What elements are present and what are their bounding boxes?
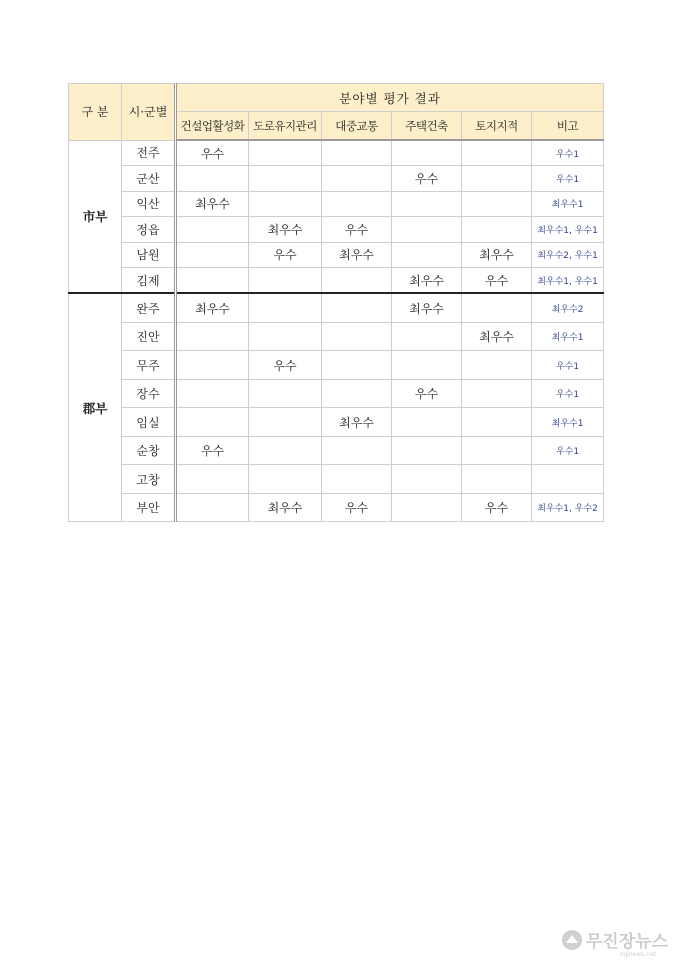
header-field-land-registry: 토지지적 xyxy=(462,112,532,141)
note-cell: 최우수1, 우수2 xyxy=(532,493,604,522)
header-category: 구 분 xyxy=(69,84,122,141)
table-row xyxy=(69,408,604,437)
note-cell: 최우수2 xyxy=(532,293,604,322)
table-row xyxy=(69,293,604,322)
result-cell xyxy=(462,140,532,166)
result-cell xyxy=(249,408,322,437)
header-field-public-transit: 대중교통 xyxy=(322,112,392,141)
header-field-road-maintenance: 도로유지관리 xyxy=(249,112,322,141)
city-name: 고창 xyxy=(122,465,176,494)
result-cell xyxy=(462,379,532,408)
result-cell xyxy=(176,242,249,267)
note-cell: 우수1 xyxy=(532,351,604,380)
result-cell xyxy=(392,140,462,166)
result-cell: 최우수 xyxy=(322,242,392,267)
result-cell xyxy=(249,166,322,191)
city-name: 장수 xyxy=(122,379,176,408)
result-cell xyxy=(392,217,462,242)
result-cell xyxy=(249,322,322,351)
note-cell: 우수1 xyxy=(532,166,604,191)
table-row xyxy=(69,493,604,522)
result-cell xyxy=(176,465,249,494)
table-row xyxy=(69,436,604,465)
evaluation-table xyxy=(68,83,604,522)
result-cell xyxy=(249,140,322,166)
result-cell xyxy=(176,322,249,351)
header-field-results: 분야별 평가 결과 xyxy=(176,84,604,112)
city-name: 김제 xyxy=(122,267,176,293)
result-cell: 우수 xyxy=(322,493,392,522)
result-cell xyxy=(176,166,249,191)
city-name: 전주 xyxy=(122,140,176,166)
city-name: 완주 xyxy=(122,293,176,322)
result-cell xyxy=(322,436,392,465)
result-cell xyxy=(392,436,462,465)
result-cell xyxy=(249,293,322,322)
result-cell xyxy=(176,379,249,408)
result-cell xyxy=(249,191,322,216)
note-cell: 최우수1 xyxy=(532,322,604,351)
result-cell: 최우수 xyxy=(462,242,532,267)
watermark xyxy=(562,927,668,952)
result-cell xyxy=(322,166,392,191)
city-name: 부안 xyxy=(122,493,176,522)
result-cell xyxy=(176,351,249,380)
result-cell xyxy=(392,191,462,216)
result-cell: 최우수 xyxy=(249,217,322,242)
city-name: 무주 xyxy=(122,351,176,380)
result-cell xyxy=(176,493,249,522)
result-cell xyxy=(392,351,462,380)
result-cell xyxy=(462,166,532,191)
city-name: 남원 xyxy=(122,242,176,267)
result-cell xyxy=(462,217,532,242)
result-cell xyxy=(249,267,322,293)
note-cell: 최우수1 xyxy=(532,408,604,437)
result-cell xyxy=(462,191,532,216)
result-cell: 우수 xyxy=(392,379,462,408)
city-name: 임실 xyxy=(122,408,176,437)
result-cell: 우수 xyxy=(249,351,322,380)
result-cell xyxy=(176,408,249,437)
city-name: 진안 xyxy=(122,322,176,351)
note-cell: 최우수1 xyxy=(532,191,604,216)
table-row xyxy=(69,379,604,408)
table-row xyxy=(69,140,604,166)
header-field-housing: 주택건축 xyxy=(392,112,462,141)
result-cell xyxy=(322,379,392,408)
result-cell: 최우수 xyxy=(176,293,249,322)
result-cell: 우수 xyxy=(249,242,322,267)
result-cell: 최우수 xyxy=(322,408,392,437)
note-cell: 최우수2, 우수1 xyxy=(532,242,604,267)
table-row xyxy=(69,465,604,494)
table-row xyxy=(69,166,604,191)
result-cell xyxy=(249,436,322,465)
result-cell: 우수 xyxy=(176,436,249,465)
note-cell: 최우수1, 우수1 xyxy=(532,217,604,242)
group-label: 市부 xyxy=(69,140,122,293)
header-city-county: 시·군별 xyxy=(122,84,176,141)
note-cell: 우수1 xyxy=(532,140,604,166)
note-cell xyxy=(532,465,604,494)
result-cell xyxy=(322,191,392,216)
result-cell: 최우수 xyxy=(176,191,249,216)
city-name: 정읍 xyxy=(122,217,176,242)
result-cell xyxy=(462,351,532,380)
table-row xyxy=(69,351,604,380)
mountain-logo-icon xyxy=(562,930,582,950)
city-name: 순창 xyxy=(122,436,176,465)
result-cell: 우수 xyxy=(462,493,532,522)
result-cell: 최우수 xyxy=(462,322,532,351)
group-label: 郡부 xyxy=(69,293,122,522)
table-row xyxy=(69,191,604,216)
result-cell xyxy=(322,322,392,351)
table-row xyxy=(69,267,604,293)
result-cell xyxy=(249,379,322,408)
result-cell xyxy=(392,242,462,267)
result-cell xyxy=(462,293,532,322)
header-field-construction: 건설업활성화 xyxy=(176,112,249,141)
result-cell xyxy=(322,351,392,380)
watermark-sub: mjjnews.net xyxy=(619,951,656,958)
header-note: 비고 xyxy=(532,112,604,141)
result-cell xyxy=(176,217,249,242)
result-cell: 우수 xyxy=(322,217,392,242)
table-row xyxy=(69,217,604,242)
city-name: 군산 xyxy=(122,166,176,191)
result-cell: 최우수 xyxy=(392,267,462,293)
table-row xyxy=(69,322,604,351)
note-cell: 우수1 xyxy=(532,379,604,408)
result-cell xyxy=(322,267,392,293)
result-cell xyxy=(176,267,249,293)
result-cell xyxy=(322,465,392,494)
result-cell xyxy=(322,293,392,322)
result-cell xyxy=(462,436,532,465)
result-cell xyxy=(249,465,322,494)
result-cell xyxy=(322,140,392,166)
result-cell xyxy=(392,322,462,351)
result-cell xyxy=(462,408,532,437)
result-cell xyxy=(392,493,462,522)
result-cell: 우수 xyxy=(176,140,249,166)
result-cell xyxy=(392,408,462,437)
table-row xyxy=(69,242,604,267)
result-cell xyxy=(462,465,532,494)
result-cell: 최우수 xyxy=(249,493,322,522)
result-cell: 최우수 xyxy=(392,293,462,322)
result-cell: 우수 xyxy=(462,267,532,293)
result-cell: 우수 xyxy=(392,166,462,191)
result-cell xyxy=(392,465,462,494)
note-cell: 우수1 xyxy=(532,436,604,465)
watermark-text: 무진장뉴스 xyxy=(585,932,668,952)
note-cell: 최우수1, 우수1 xyxy=(532,267,604,293)
city-name: 익산 xyxy=(122,191,176,216)
